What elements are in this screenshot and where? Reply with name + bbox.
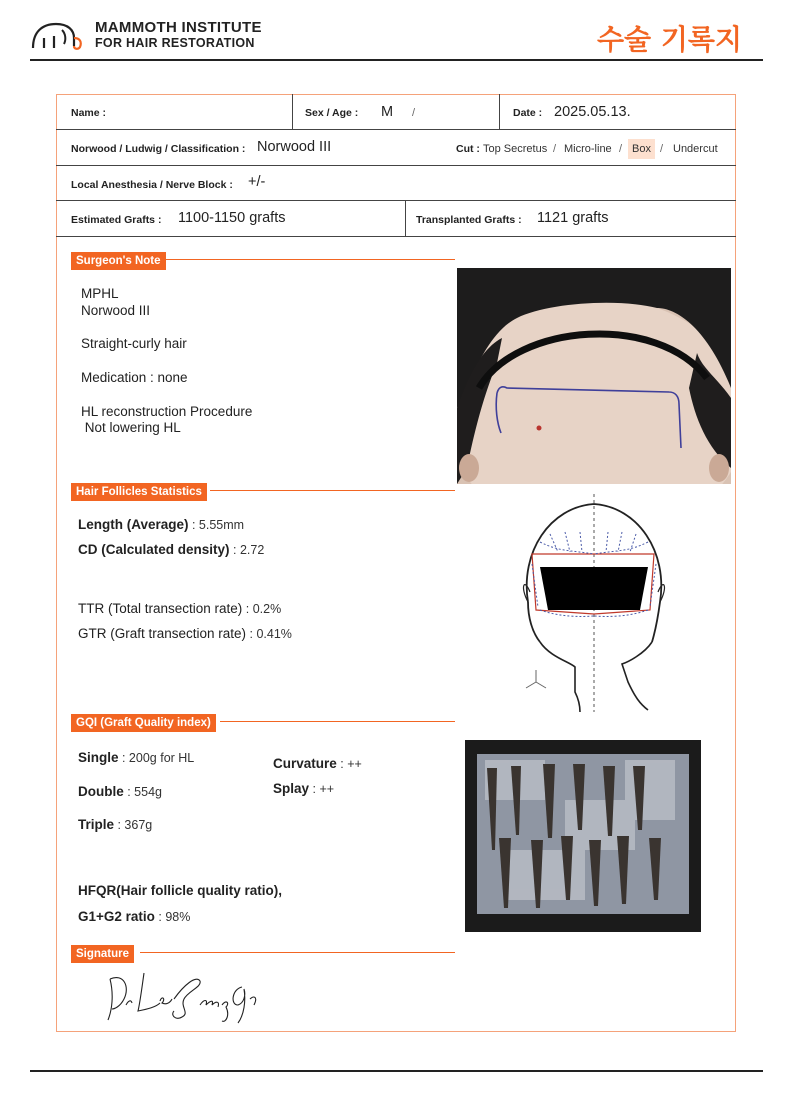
sex-value: M — [381, 104, 394, 120]
cut-separator: / — [619, 143, 623, 155]
double-stat — [78, 783, 162, 801]
section-rule — [210, 490, 455, 491]
single-value: : 200g for HL — [118, 751, 195, 765]
age-separator: / — [412, 107, 416, 119]
header-rule — [30, 59, 763, 61]
length-stat — [78, 516, 244, 534]
length-label: Length (Average) — [78, 517, 189, 532]
length-value: : 5.55mm — [188, 518, 245, 532]
row-divider — [56, 129, 736, 130]
row-divider — [56, 200, 736, 201]
single-stat — [78, 749, 194, 767]
curvature-label: Curvature — [273, 756, 337, 771]
hairline-photo — [457, 268, 731, 484]
date-label: Date : — [513, 107, 543, 119]
g1g2-label: G1+G2 ratio — [78, 909, 155, 924]
g1g2-stat — [78, 908, 190, 926]
follicle-microscope-photo — [465, 740, 701, 932]
anesthesia-label: Local Anesthesia / Nerve Block : — [71, 179, 233, 191]
anesthesia-value: +/- — [248, 174, 266, 190]
triple-stat — [78, 816, 152, 834]
classification-value: Norwood III — [257, 139, 332, 155]
splay-stat — [273, 780, 334, 798]
logo-subtitle: FOR HAIR RESTORATION — [95, 36, 255, 50]
cd-label: CD (Calculated density) — [78, 542, 230, 557]
double-label: Double — [78, 784, 124, 799]
cell-divider — [499, 94, 500, 129]
cut-option-box-selected: Box — [628, 139, 655, 159]
estimated-grafts-value: 1100-1150 grafts — [178, 210, 286, 226]
signature-title: Signature — [71, 945, 134, 963]
triple-value: : 367g — [114, 818, 153, 832]
note-line: Not lowering HL — [81, 420, 181, 435]
section-rule — [220, 721, 455, 722]
footer-rule — [30, 1070, 763, 1072]
cut-label: Cut : — [456, 143, 480, 155]
note-line: Straight-curly hair — [81, 336, 187, 351]
gtr-stat — [78, 625, 292, 643]
date-value: 2025.05.13. — [554, 104, 631, 120]
cut-option-micro-line: Micro-line — [564, 143, 612, 155]
estimated-grafts-label: Estimated Grafts : — [71, 214, 162, 226]
signature-image — [104, 965, 266, 1027]
triple-label: Triple — [78, 817, 115, 832]
double-value: : 554g — [123, 785, 162, 799]
page-title: 수술 기록지 — [597, 23, 742, 56]
cut-separator: / — [553, 143, 557, 155]
cell-divider — [405, 200, 406, 236]
name-label: Name : — [71, 107, 107, 119]
gtr-value: : 0.41% — [246, 627, 292, 641]
transplanted-grafts-value: 1121 grafts — [537, 210, 609, 226]
cd-stat — [78, 541, 264, 559]
row-divider — [56, 165, 736, 166]
sex-age-label: Sex / Age : — [305, 107, 359, 119]
cut-option-top-secretus: Top Secretus — [483, 143, 548, 155]
logo-title: MAMMOTH INSTITUTE — [95, 19, 262, 36]
splay-value: : ++ — [309, 782, 335, 796]
mammoth-logo-icon — [30, 20, 88, 50]
cut-option-undercut: Undercut — [673, 143, 718, 155]
cut-separator: / — [660, 143, 664, 155]
section-rule — [165, 259, 455, 260]
single-label: Single — [78, 750, 119, 765]
hfqr-label: HFQR(Hair follicle quality ratio), — [78, 883, 283, 898]
ttr-stat — [78, 600, 281, 618]
surgeons-note-title: Surgeon's Note — [71, 252, 166, 270]
ttr-value: : 0.2% — [242, 602, 282, 616]
note-line: HL reconstruction Procedure — [81, 404, 253, 419]
note-line: MPHL — [81, 286, 119, 301]
gtr-label: GTR (Graft transection rate) — [78, 626, 247, 641]
curvature-value: : ++ — [336, 757, 362, 771]
transplanted-grafts-label: Transplanted Grafts : — [416, 214, 522, 226]
note-line: Norwood III — [81, 303, 151, 318]
follicle-stats-title: Hair Follicles Statistics — [71, 483, 207, 501]
head-diagram-icon — [510, 492, 670, 714]
cd-value: : 2.72 — [229, 543, 265, 557]
note-line: Medication : none — [81, 370, 188, 385]
section-rule — [140, 952, 455, 953]
curvature-stat — [273, 755, 362, 773]
gqi-title: GQI (Graft Quality index) — [71, 714, 216, 732]
row-divider — [56, 236, 736, 237]
splay-label: Splay — [273, 781, 310, 796]
classification-label: Norwood / Ludwig / Classification : — [71, 143, 246, 155]
g1g2-value: : 98% — [154, 910, 191, 924]
cell-divider — [292, 94, 293, 129]
ttr-label: TTR (Total transection rate) — [78, 601, 243, 616]
